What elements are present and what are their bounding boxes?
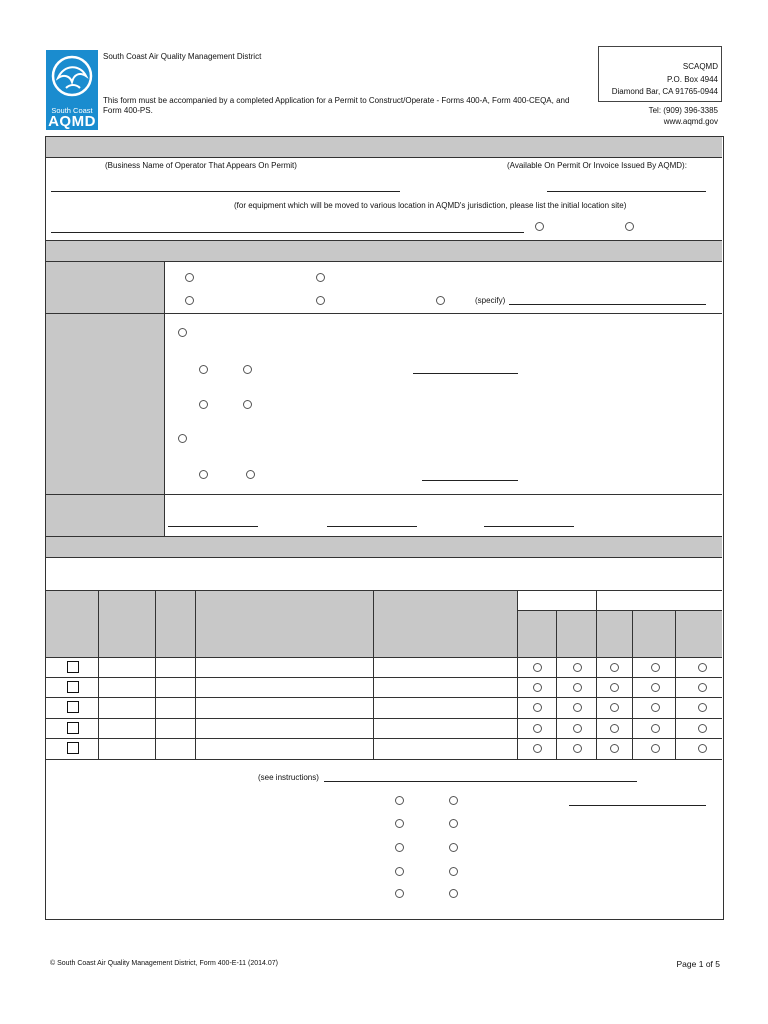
option-radio-a3[interactable] xyxy=(185,296,194,305)
row-1-radio[interactable] xyxy=(610,663,619,672)
contact-po-box: P.O. Box 4944 xyxy=(667,75,718,84)
no-radio-d1[interactable] xyxy=(449,796,458,805)
see-instructions-label: (see instructions) xyxy=(258,773,319,782)
section-3-header xyxy=(46,537,722,557)
instructions-field[interactable] xyxy=(324,781,637,782)
row-1-radio[interactable] xyxy=(533,663,542,672)
row-checkbox-1[interactable] xyxy=(67,661,79,673)
option-radio-b1[interactable] xyxy=(178,328,187,337)
contact-name: SCAQMD xyxy=(682,62,718,71)
row-3-radio[interactable] xyxy=(698,703,707,712)
option-radio-b2[interactable] xyxy=(178,434,187,443)
yes-radio-d4[interactable] xyxy=(395,867,404,876)
no-radio-b1[interactable] xyxy=(243,365,252,374)
no-radio-b2[interactable] xyxy=(243,400,252,409)
row-4-radio[interactable] xyxy=(533,724,542,733)
field-d1[interactable] xyxy=(569,805,706,806)
row-checkbox-2[interactable] xyxy=(67,681,79,693)
aqmd-logo xyxy=(46,50,98,130)
row-5-radio[interactable] xyxy=(651,744,660,753)
row-2-radio[interactable] xyxy=(533,683,542,692)
row-1-radio[interactable] xyxy=(651,663,660,672)
yes-radio-d5[interactable] xyxy=(395,889,404,898)
row-2-radio[interactable] xyxy=(698,683,707,692)
contact-tel: Tel: (909) 396-3385 xyxy=(648,106,718,115)
field-b3[interactable] xyxy=(422,480,518,481)
option-radio-a4[interactable] xyxy=(316,296,325,305)
row-4-radio[interactable] xyxy=(610,724,619,733)
specify-field[interactable] xyxy=(509,304,706,305)
footer-copyright: © South Coast Air Quality Management District, Form 400-E-11 (2014.07) xyxy=(50,960,278,967)
row-5-radio[interactable] xyxy=(533,744,542,753)
facility-id-field[interactable] xyxy=(547,191,706,192)
row-5-radio[interactable] xyxy=(610,744,619,753)
location-field[interactable] xyxy=(51,232,524,233)
page-number: Page 1 of 5 xyxy=(676,959,720,969)
business-name-hint: (Business Name of Operator That Appears On Permit) xyxy=(105,161,297,170)
field-b1[interactable] xyxy=(413,373,518,374)
row-label-cell-a xyxy=(46,262,164,313)
section-1-header xyxy=(46,137,722,157)
no-radio-d3[interactable] xyxy=(449,843,458,852)
contact-web: www.aqmd.gov xyxy=(663,117,718,126)
location-hint: (for equipment which will be moved to various location in AQMD's jurisdiction, please list the initial location site) xyxy=(234,201,627,210)
row-3-radio[interactable] xyxy=(573,703,582,712)
logo-emblem-icon xyxy=(46,50,98,104)
row-2-radio[interactable] xyxy=(610,683,619,692)
row-4-radio[interactable] xyxy=(698,724,707,733)
row-checkbox-3[interactable] xyxy=(67,701,79,713)
row-3-radio[interactable] xyxy=(610,703,619,712)
row-2-radio[interactable] xyxy=(573,683,582,692)
logo-big-text: AQMD xyxy=(48,113,96,130)
row-5-radio[interactable] xyxy=(573,744,582,753)
no-radio-b3[interactable] xyxy=(246,470,255,479)
yes-radio-b1[interactable] xyxy=(199,365,208,374)
no-radio-d4[interactable] xyxy=(449,867,458,876)
notice-text: This form must be accompanied by a completed Application for a Permit to Construct/Operate - Forms 400-A, Form 400-CEQA, and Form 400-PS. xyxy=(103,96,570,115)
row-5-radio[interactable] xyxy=(698,744,707,753)
location-radio-1[interactable] xyxy=(535,222,544,231)
row-label-cell-c xyxy=(46,495,164,536)
field-c1[interactable] xyxy=(168,526,258,527)
no-radio-d2[interactable] xyxy=(449,819,458,828)
row-3-radio[interactable] xyxy=(651,703,660,712)
agency-name: South Coast Air Quality Management District xyxy=(103,52,262,61)
yes-radio-d1[interactable] xyxy=(395,796,404,805)
row-checkbox-4[interactable] xyxy=(67,722,79,734)
row-label-cell-b xyxy=(46,314,164,494)
location-radio-2[interactable] xyxy=(625,222,634,231)
row-3-radio[interactable] xyxy=(533,703,542,712)
field-c3[interactable] xyxy=(484,526,574,527)
row-4-radio[interactable] xyxy=(573,724,582,733)
yes-radio-d3[interactable] xyxy=(395,843,404,852)
yes-radio-d2[interactable] xyxy=(395,819,404,828)
row-1-radio[interactable] xyxy=(698,663,707,672)
logo-small-text: South Coast xyxy=(51,106,93,115)
section-2-header xyxy=(46,241,722,261)
yes-radio-b3[interactable] xyxy=(199,470,208,479)
business-name-field[interactable] xyxy=(51,191,400,192)
option-radio-a1[interactable] xyxy=(185,273,194,282)
row-4-radio[interactable] xyxy=(651,724,660,733)
field-c2[interactable] xyxy=(327,526,417,527)
contact-city: Diamond Bar, CA 91765-0944 xyxy=(611,87,718,96)
row-checkbox-5[interactable] xyxy=(67,742,79,754)
no-radio-d5[interactable] xyxy=(449,889,458,898)
row-1-radio[interactable] xyxy=(573,663,582,672)
row-2-radio[interactable] xyxy=(651,683,660,692)
option-radio-specify[interactable] xyxy=(436,296,445,305)
option-radio-a2[interactable] xyxy=(316,273,325,282)
specify-label: (specify) xyxy=(475,296,506,305)
yes-radio-b2[interactable] xyxy=(199,400,208,409)
available-hint: (Available On Permit Or Invoice Issued By AQMD): xyxy=(507,161,687,170)
